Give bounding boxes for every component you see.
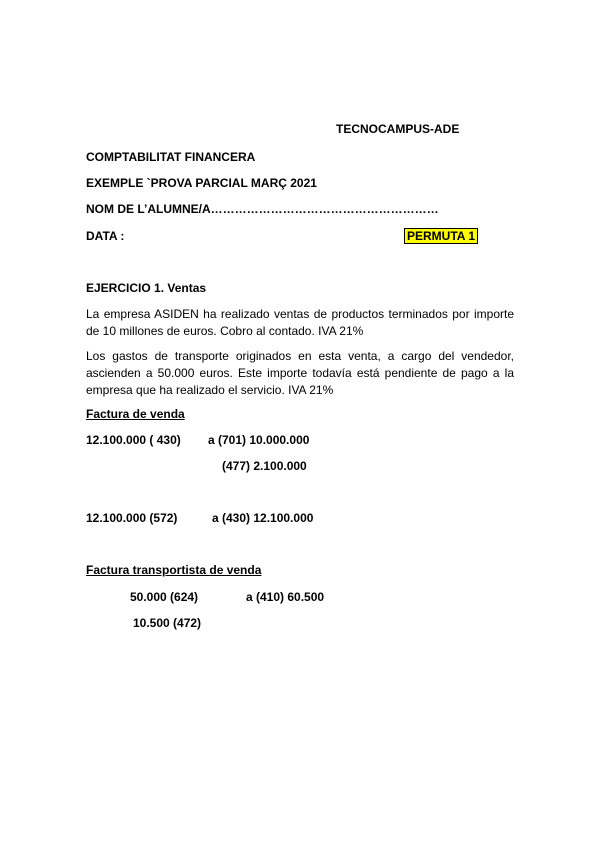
- journal-entry-credit: a (410) 60.500: [246, 590, 325, 604]
- exercise-paragraph-2: Los gastos de transporte originados en esta venta, a cargo del vendedor, ascienden a 50.000 euros. Este importe todavía está pendiente de pago a la empresa que ha realizado el servicio. IVA 21%: [86, 349, 514, 397]
- exercise-paragraph-1: La empresa ASIDEN ha realizado ventas de productos terminados por importe de 10 millones de euros. Cobro al contado. IVA 21%: [86, 307, 514, 338]
- journal-entry-credit: (477) 2.100.000: [222, 459, 307, 473]
- section-heading-sales-invoice: Factura de venda: [86, 407, 185, 421]
- exercise-title: EJERCICIO 1. Ventas: [86, 281, 207, 295]
- journal-entry-credit: a (701) 10.000.000: [208, 433, 310, 447]
- date-label: DATA :: [86, 229, 125, 243]
- journal-entry-credit: a (430) 12.100.000: [212, 511, 314, 525]
- institution-name: TECNOCAMPUS-ADE: [336, 122, 460, 136]
- section-heading-carrier-invoice: Factura transportista de venda: [86, 563, 262, 577]
- variant-badge: PERMUTA 1: [404, 228, 478, 244]
- subject-title: COMPTABILITAT FINANCERA: [86, 150, 256, 164]
- journal-entry-debit: 12.100.000 (572): [86, 511, 178, 525]
- journal-entry-debit: 50.000 (624): [130, 590, 199, 604]
- student-name-line: NOM DE L’ALUMNE/A…………………………………………………: [86, 202, 439, 216]
- exam-title: EXEMPLE `PROVA PARCIAL MARÇ 2021: [86, 176, 317, 190]
- journal-entry-debit: 10.500 (472): [133, 616, 202, 630]
- journal-entry-debit: 12.100.000 ( 430): [86, 433, 181, 447]
